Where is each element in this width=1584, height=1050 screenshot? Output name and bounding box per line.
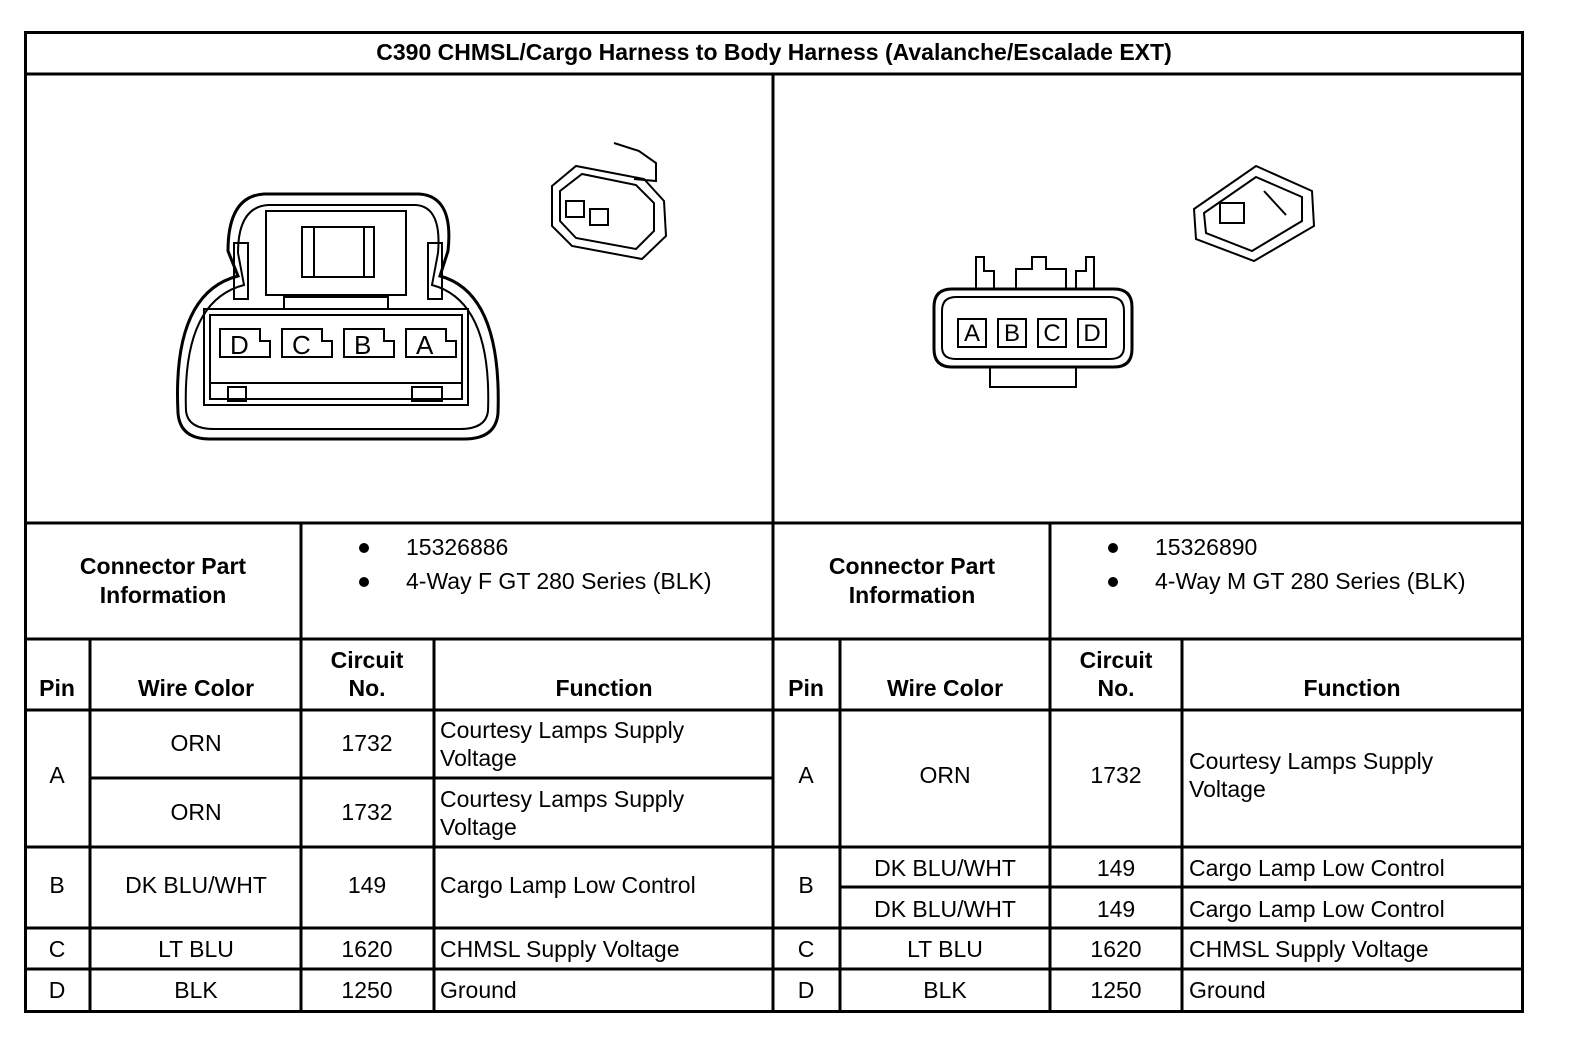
header-pin: Pin [788,675,824,701]
male-connector-iso-drawing [1194,166,1314,261]
face-pin-label: A [963,320,981,347]
face-pin-label: D [230,330,249,360]
pin-cell: C [48,936,66,962]
circuit-cell: 1250 [1090,977,1142,1003]
wire-color-cell: LT BLU [158,936,234,962]
function-cell: Ground [1189,977,1266,1003]
face-pin-label: A [416,330,434,360]
pin-cell: C [797,936,815,962]
face-pin-label: C [292,330,311,360]
function-cell: Cargo Lamp Low Control [440,872,696,898]
pin-cell: A [49,762,65,788]
function-cell: CHMSL Supply Voltage [440,936,680,962]
circuit-cell: 1732 [341,799,393,825]
page-title: C390 CHMSL/Cargo Harness to Body Harness (Avalanche/Escalade EXT) [376,39,1172,65]
function-cell: Courtesy Lamps Supply Voltage [440,786,685,840]
pin-cell: B [798,872,814,898]
part-description: 4-Way M GT 280 Series (BLK) [1155,568,1466,594]
part-number: 15326886 [406,534,509,560]
circuit-cell: 1620 [341,936,393,962]
header-circuit-no: Circuit No. [330,647,404,701]
wire-color-cell: ORN [170,730,222,756]
connector-part-info-label: Connector Part Information [79,553,247,608]
circuit-cell: 1732 [1090,762,1142,788]
circuit-cell: 1620 [1090,936,1142,962]
pin-cell: B [49,872,65,898]
wire-color-cell: BLK [174,977,218,1003]
header-function: Function [1303,675,1401,701]
part-description: 4-Way F GT 280 Series (BLK) [406,568,712,594]
circuit-cell: 1250 [341,977,393,1003]
function-cell: CHMSL Supply Voltage [1189,936,1429,962]
function-cell: Cargo Lamp Low Control [1189,896,1445,922]
pin-cell: D [797,977,815,1003]
pin-cell: A [798,762,814,788]
wire-color-cell: DK BLU/WHT [125,872,267,898]
function-cell: Courtesy Lamps Supply Voltage [1189,748,1434,802]
function-cell: Ground [440,977,517,1003]
bullet-marker [359,577,369,587]
circuit-cell: 149 [1096,855,1136,881]
header-circuit-no: Circuit No. [1079,647,1153,701]
header-function: Function [555,675,653,701]
bullet-marker [1108,543,1118,553]
bullet-marker [359,543,369,553]
wire-color-cell: DK BLU/WHT [874,855,1016,881]
pin-cell: D [48,977,66,1003]
wire-color-cell: LT BLU [907,936,983,962]
circuit-cell: 1732 [341,730,393,756]
bullet-marker [1108,577,1118,587]
face-pin-label: B [354,330,372,360]
female-connector-iso-drawing [552,143,666,259]
circuit-cell: 149 [1096,896,1136,922]
face-pin-label: D [1083,320,1101,347]
part-number: 15326890 [1155,534,1258,560]
connector-sheet [24,31,1524,1013]
function-cell: Courtesy Lamps Supply Voltage [440,717,685,771]
wire-color-cell: ORN [170,799,222,825]
face-pin-label: C [1043,320,1061,347]
header-pin: Pin [39,675,75,701]
circuit-cell: 149 [347,872,387,898]
function-cell: Cargo Lamp Low Control [1189,855,1445,881]
wire-color-cell: BLK [923,977,967,1003]
header-wire-color: Wire Color [886,675,1004,701]
female-connector-face-drawing [178,194,499,439]
header-wire-color: Wire Color [137,675,255,701]
face-pin-label: B [1003,320,1021,347]
wire-color-cell: DK BLU/WHT [874,896,1016,922]
connector-part-info-label: Connector Part Information [828,553,996,608]
wire-color-cell: ORN [919,762,971,788]
